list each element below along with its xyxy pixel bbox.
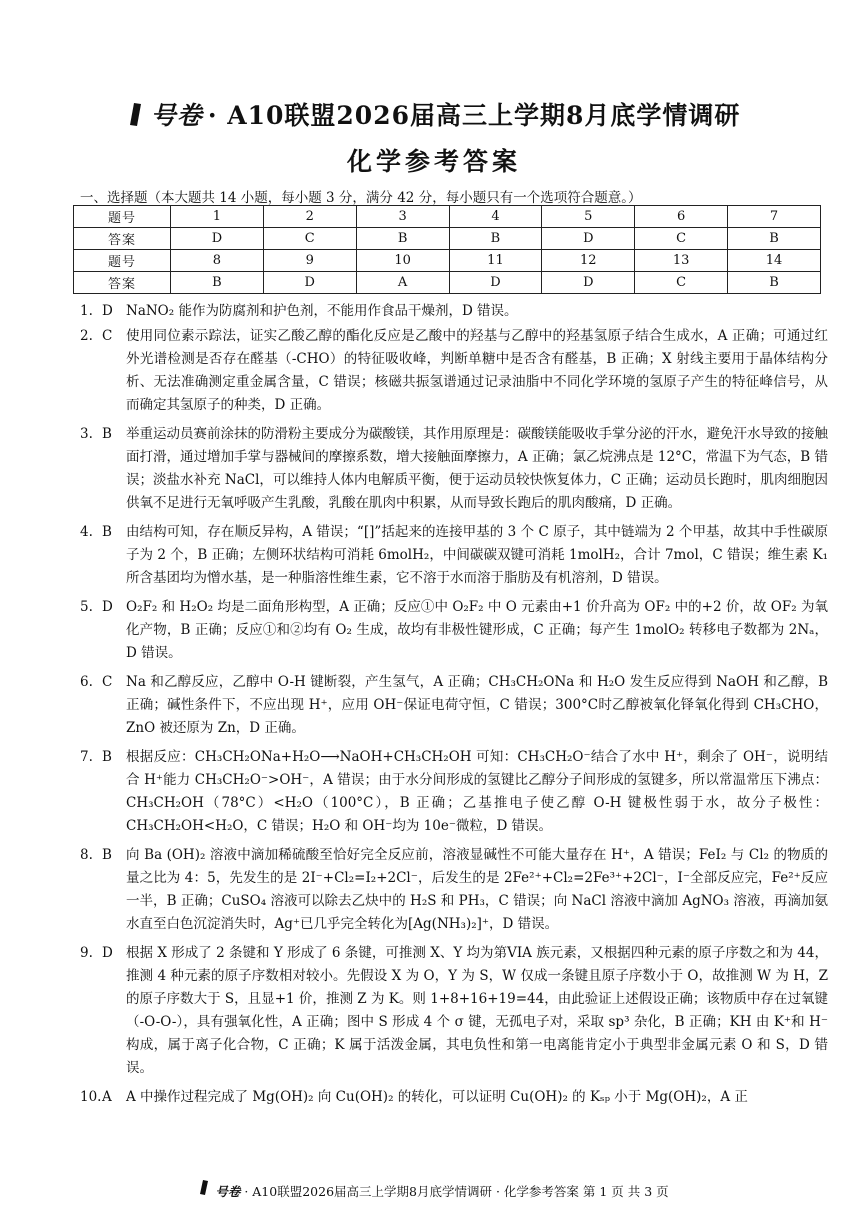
table-row [74,206,821,228]
table-cell: 7 [728,206,821,228]
logo-icon [199,1180,209,1199]
item-number: 9. [80,945,93,961]
title-row [0,96,868,135]
row-label: 题号 [74,206,171,228]
list-item [80,596,828,665]
row-label: 答案 [74,272,171,294]
item-answer: B [102,524,112,540]
item-answer: D [102,599,113,615]
list-item [80,521,828,590]
footer-logo-text: 号卷 [215,1184,241,1199]
item-text: Na 和乙醇反应，乙醇中 O-H 键断裂，产生氢气，A 正确；CH₃CH₂ONa 和 H₂O 发生反应得到 NaOH 和乙醇，B 正确；碱性条件下，不应出现 H⁺，应用 OH⁻保证电荷守恒，C 错误；300°C时乙醇被氧化铎氧化得到 CH₃CHO，ZnO 被还原为 Zn，D 正确。 [126,674,828,736]
row-label: 答案 [74,228,171,250]
item-number: 3. [80,426,93,442]
table-cell: D [263,272,356,294]
item-answer: B [102,847,112,863]
item-text: A 中操作过程完成了 Mg(OH)₂ 向 Cu(OH)₂ 的转化，可以证明 Cu(OH)₂ 的 Kₛₚ 小于 Mg(OH)₂，A 正 [126,1089,748,1105]
table-row [74,250,821,272]
item-text: 举重运动员赛前涂抹的防滑粉主要成分为碳酸镁，其作用原理是：碳酸镁能吸收手掌分泌的汗水，避免汗水导致的接触面打滑，通过增加手掌与器械间的摩擦系数，增大接触面摩擦力，A 正确；氯乙烷沸点是 12°C，常温下为气态，B 错误；淡盐水补充 NaCl，可以维持人体内电解质平衡，便于运动员较快恢复体力，C 正确；运动员长跑时，肌肉细胞因供氧不足进行无氧呼吸产生乳酸，乳酸在肌肉中积累，从而导致长跑后的肌肉酸痛，D 正确。 [126,426,828,511]
item-text: 使用同位素示踪法，证实乙酸乙醇的酯化反应是乙酸中的羟基与乙醇中的羟基氢原子结合生成水，A 正确；可通过红外光谱检测是否存在醛基（-CHO）的特征吸收峰，判断单糖中是否含有醛基，B 正确；X 射线主要用于晶体结构分析、无法准确测定重金属含量，C 错误；核磁共振氢谱通过记录油脂中不同化学环境的氢原子产生的特征峰信号，从而确定其氢原子的种类，D 正确。 [126,328,828,413]
list-item [80,942,828,1080]
table-cell: D [542,228,635,250]
table-cell: 14 [728,250,821,272]
page-subtitle: 化学参考答案 [346,147,521,176]
list-item [80,671,828,740]
table-cell: 10 [356,250,449,272]
table-cell: D [542,272,635,294]
table-cell: 8 [171,250,264,272]
table-cell: C [635,228,728,250]
item-text: 根据 X 形成了 2 条键和 Y 形成了 6 条键，可推测 X、Y 均为第VIA 族元素，又根据四种元素的原子序数之和为 44，推测 4 种元素的原子序数相对较小。先假设 X 为 O，Y 为 S，W 仅成一条键且原子序数小于 O，故推测 W 为 H，Z 的原子序数大于 S，且显+1 价，推测 Z 为 K。则 1+8+16+19=44，由此验证上述假设正确；该物质中存在过氧键（-O-O-），具有强氧化性，A 正确；图中 S 形成 4 个 σ 键，无孤电子对，采取 sp³ 杂化，B 正确；KH 由 K⁺和 H⁻构成，属于离子化合物，C 正确；K 属于活泼金属，其电负性和第一电离能肯定小于典型非金属元素 O 和 S，D 错误。 [126,945,828,1076]
table-row [74,228,821,250]
table-cell: D [449,272,542,294]
list-item [80,300,828,323]
item-number: 10. [80,1089,102,1105]
item-number: 4. [80,524,93,540]
table-cell: 1 [171,206,264,228]
table-cell: 13 [635,250,728,272]
table-cell: B [728,272,821,294]
table-cell: C [263,228,356,250]
table-cell: 9 [263,250,356,272]
footer-text: · A10联盟2026届高三上学期8月底学情调研 · 化学参考答案 第 1 页 共 3 页 [244,1184,669,1199]
answer-table [73,205,821,294]
item-text: 向 Ba (OH)₂ 溶液中滴加稀硫酸至恰好完全反应前，溶液显碱性不可能大量存在 H⁺，A 错误；FeI₂ 与 Cl₂ 的物质的量之比为 4：5，先发生的是 2I⁻+Cl₂=I₂+2Cl⁻，后发生的是 2Fe²⁺+Cl₂=2Fe³⁺+2Cl⁻，I⁻全部反应完，Fe²⁺反应一半，B 正确；CuSO₄ 溶液可以除去乙炔中的 H₂S 和 PH₃，C 错误；向 NaCl 溶液中滴加 AgNO₃ 溶液，再滴加氨水直至白色沉淀消失时，Ag⁺已几乎完全转化为[Ag(NH₃)₂]⁺，D 错误。 [126,847,828,932]
item-answer: A [102,1089,112,1105]
section-heading: 一、选择题（本大题共 14 小题，每小题 3 分，满分 42 分，每小题只有一个选项符合题意。） [80,190,642,206]
item-text: O₂F₂ 和 H₂O₂ 均是二面角形构型，A 正确；反应①中 O₂F₂ 中 O 元素由+1 价升高为 OF₂ 中的+2 价，故 OF₂ 为氧化产物，B 正确；反应①和②均有 O₂ 生成，故均有非极性键形成，C 正确；每产生 1molO₂ 转移电子数都为 2Nₐ，D 错误。 [126,599,828,661]
item-text: 由结构可知，存在顺反异构，A 错误；“[]”括起来的连接甲基的 3 个 C 原子，其中链端为 2 个甲基，故其中手性碳原子为 2 个，B 正确；左侧环状结构可消耗 6molH₂，中间碳碳双键可消耗 1molH₂，合计 7mol，C 错误；维生素 K₁ 所含基团均为憎水基，是一种脂溶性维生素，它不溶于水而溶于脂肪及有机溶剂，D 错误。 [126,524,828,586]
table-cell: C [635,272,728,294]
item-answer: C [102,328,113,344]
table-cell: 11 [449,250,542,272]
item-number: 1. [80,303,93,319]
row-label: 题号 [74,250,171,272]
item-answer: D [102,303,113,319]
table-cell: B [356,228,449,250]
table-cell: A [356,272,449,294]
table-cell: 2 [263,206,356,228]
item-number: 8. [80,847,93,863]
table-cell: B [449,228,542,250]
table-cell: 4 [449,206,542,228]
table-cell: 3 [356,206,449,228]
table-cell: B [728,228,821,250]
item-number: 6. [80,674,93,690]
table-cell: B [171,272,264,294]
table-cell: 5 [542,206,635,228]
list-item [80,423,828,515]
item-answer: D [102,945,113,961]
page-title: · A10联盟2026届高三上学期8月底学情调研 [207,101,741,130]
item-answer: B [102,426,112,442]
list-item [80,1086,828,1109]
table-cell: D [171,228,264,250]
table-cell: 6 [635,206,728,228]
page-footer [0,1182,868,1202]
list-item [80,844,828,936]
list-item [80,325,828,417]
item-answer: B [102,749,112,765]
logo-icon [128,102,144,132]
item-text: 根据反应：CH₃CH₂ONa+H₂O⟶NaOH+CH₃CH₂OH 可知：CH₃CH₂O⁻结合了水中 H⁺，剩余了 OH⁻，说明结合 H⁺能力 CH₃CH₂O⁻>OH⁻，A 错误；由于水分间形成的氢键比乙醇分子间形成的氢键多，所以常温常压下沸点：CH₃CH₂OH（78°C）<H₂O（100°C），B 正确；乙基推电子使乙醇 O-H 键极性弱于水，故分子极性：CH₃CH₂OH<H₂O，C 错误；H₂O 和 OH⁻均为 10e⁻微粒，D 错误。 [126,749,828,834]
table-cell: 12 [542,250,635,272]
item-answer: C [102,674,113,690]
explanation-list [80,300,828,1109]
item-number: 5. [80,599,93,615]
list-item [80,746,828,838]
table-row [74,272,821,294]
item-number: 2. [80,328,93,344]
item-number: 7. [80,749,93,765]
item-text: NaNO₂ 能作为防腐剂和护色剂，不能用作食品干燥剂，D 错误。 [126,303,518,319]
logo-text: 号卷 [150,101,203,130]
